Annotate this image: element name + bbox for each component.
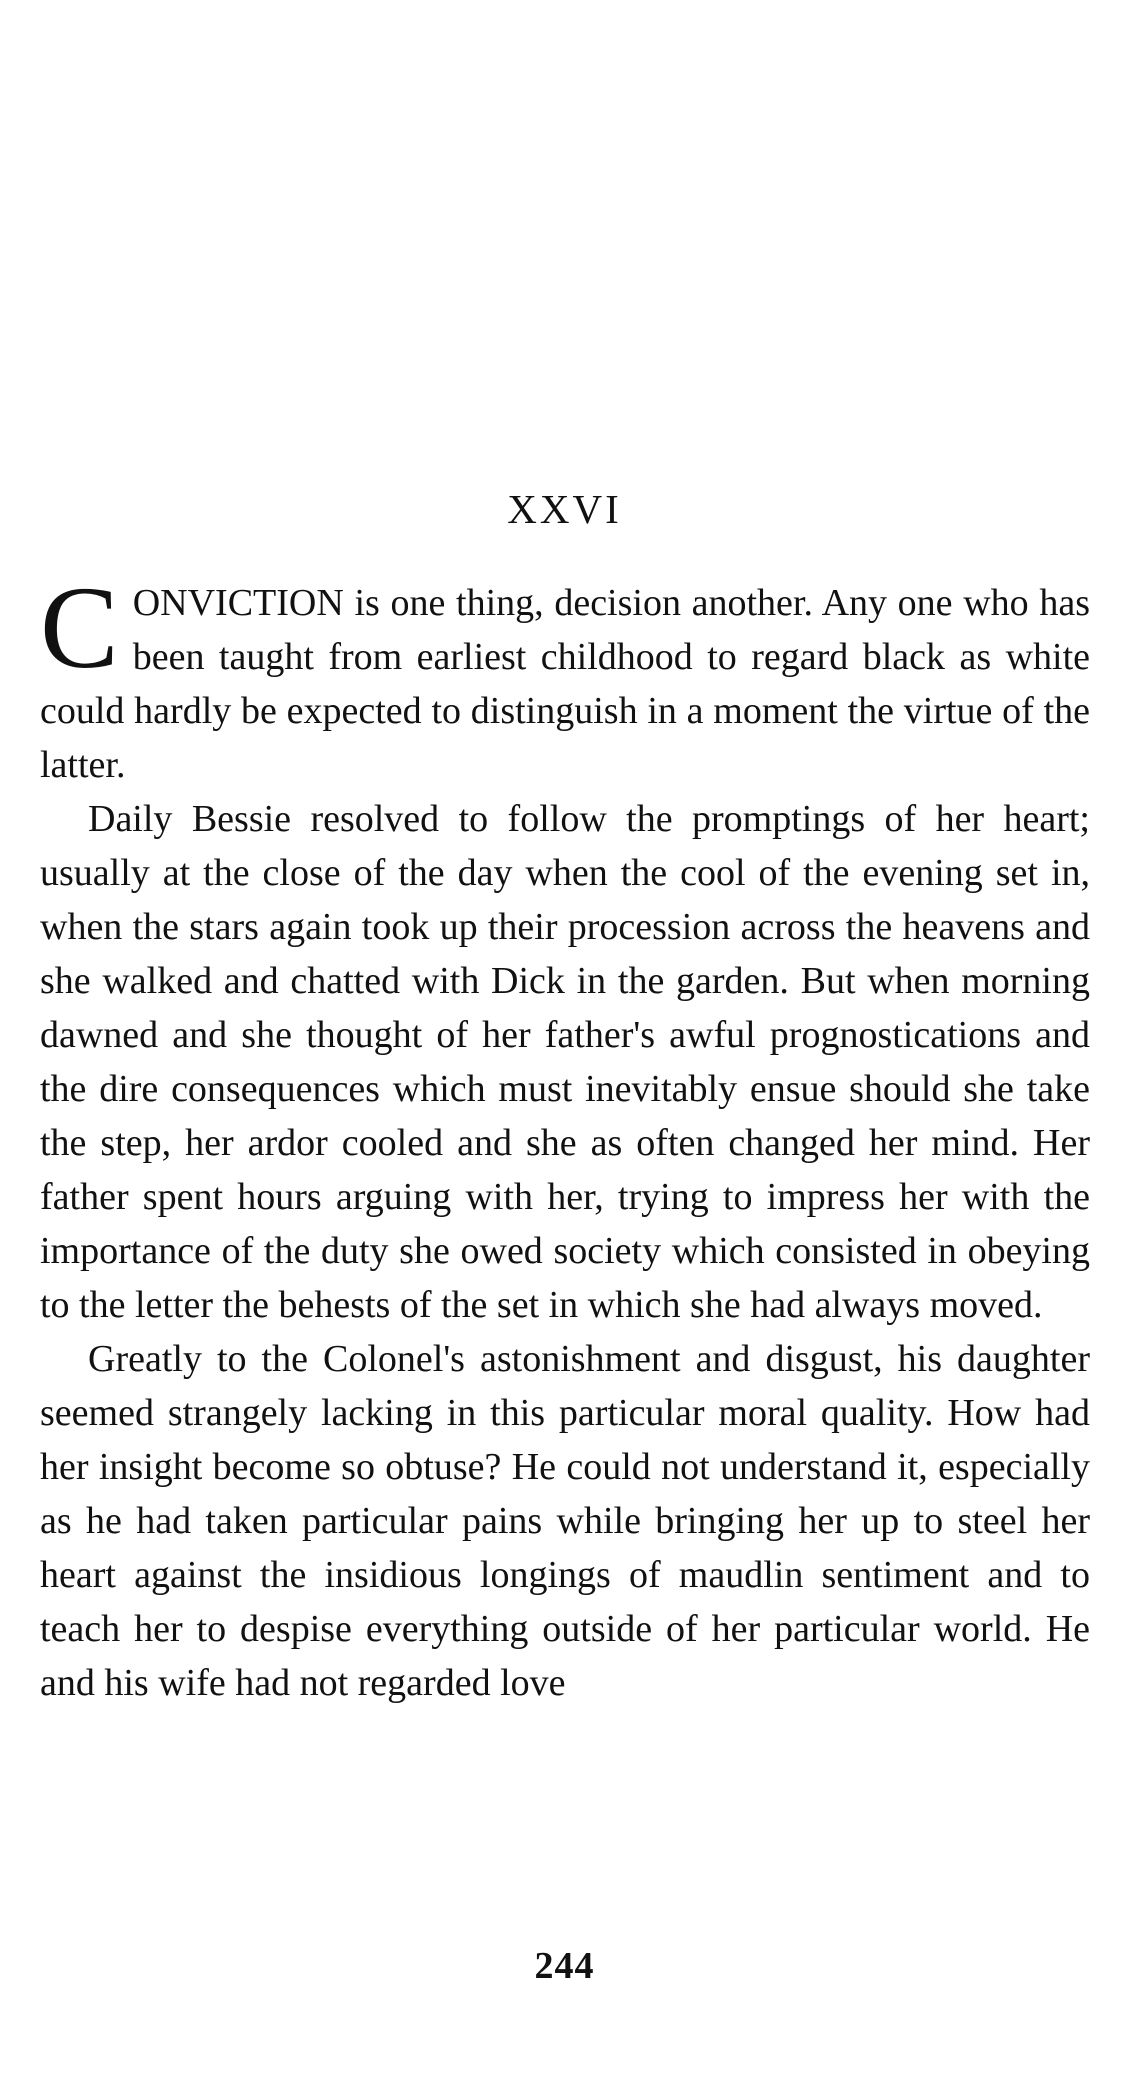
paragraph-1-text: ONVICTION is one thing, decision another. Any one who has been taught from earliest childhood to regard black as white could hardly be expected to distinguish in a moment the virtue of the latter. [40,582,1090,786]
drop-cap: C [40,562,119,693]
page-number: 244 [534,1945,595,1987]
paragraph-2: Daily Bessie resolved to follow the promptings of her heart; usually at the close of the day when the cool of the evening set in, when the stars again took up their procession across the heavens and she walked and chatted with Dick in the garden. But when morning dawned and she thought of her father's awful prognostications and the dire consequences which must inevitably ensue should she take the step, her ardor cooled and she as often changed her mind. Her father spent hours arguing with her, trying to impress her with the importance of the duty she owed society which consisted in obeying to the letter the behests of the set in which she had always moved. [40,798,1090,1326]
body-text [40,562,1090,1710]
chapter-heading: XXVI [507,486,622,532]
paragraph-3: Greatly to the Colonel's astonishment and disgust, his daughter seemed strangely lacking in this particular moral quality. How had her insight become so obtuse? He could not understand it, especially as he had taken particular pains while bringing her up to steel her heart against the insidious longings of maudlin sentiment and to teach her to despise everything outside of her particular world. He and his wife had not regarded love [40,1338,1090,1704]
paragraph-1 [40,562,1090,792]
